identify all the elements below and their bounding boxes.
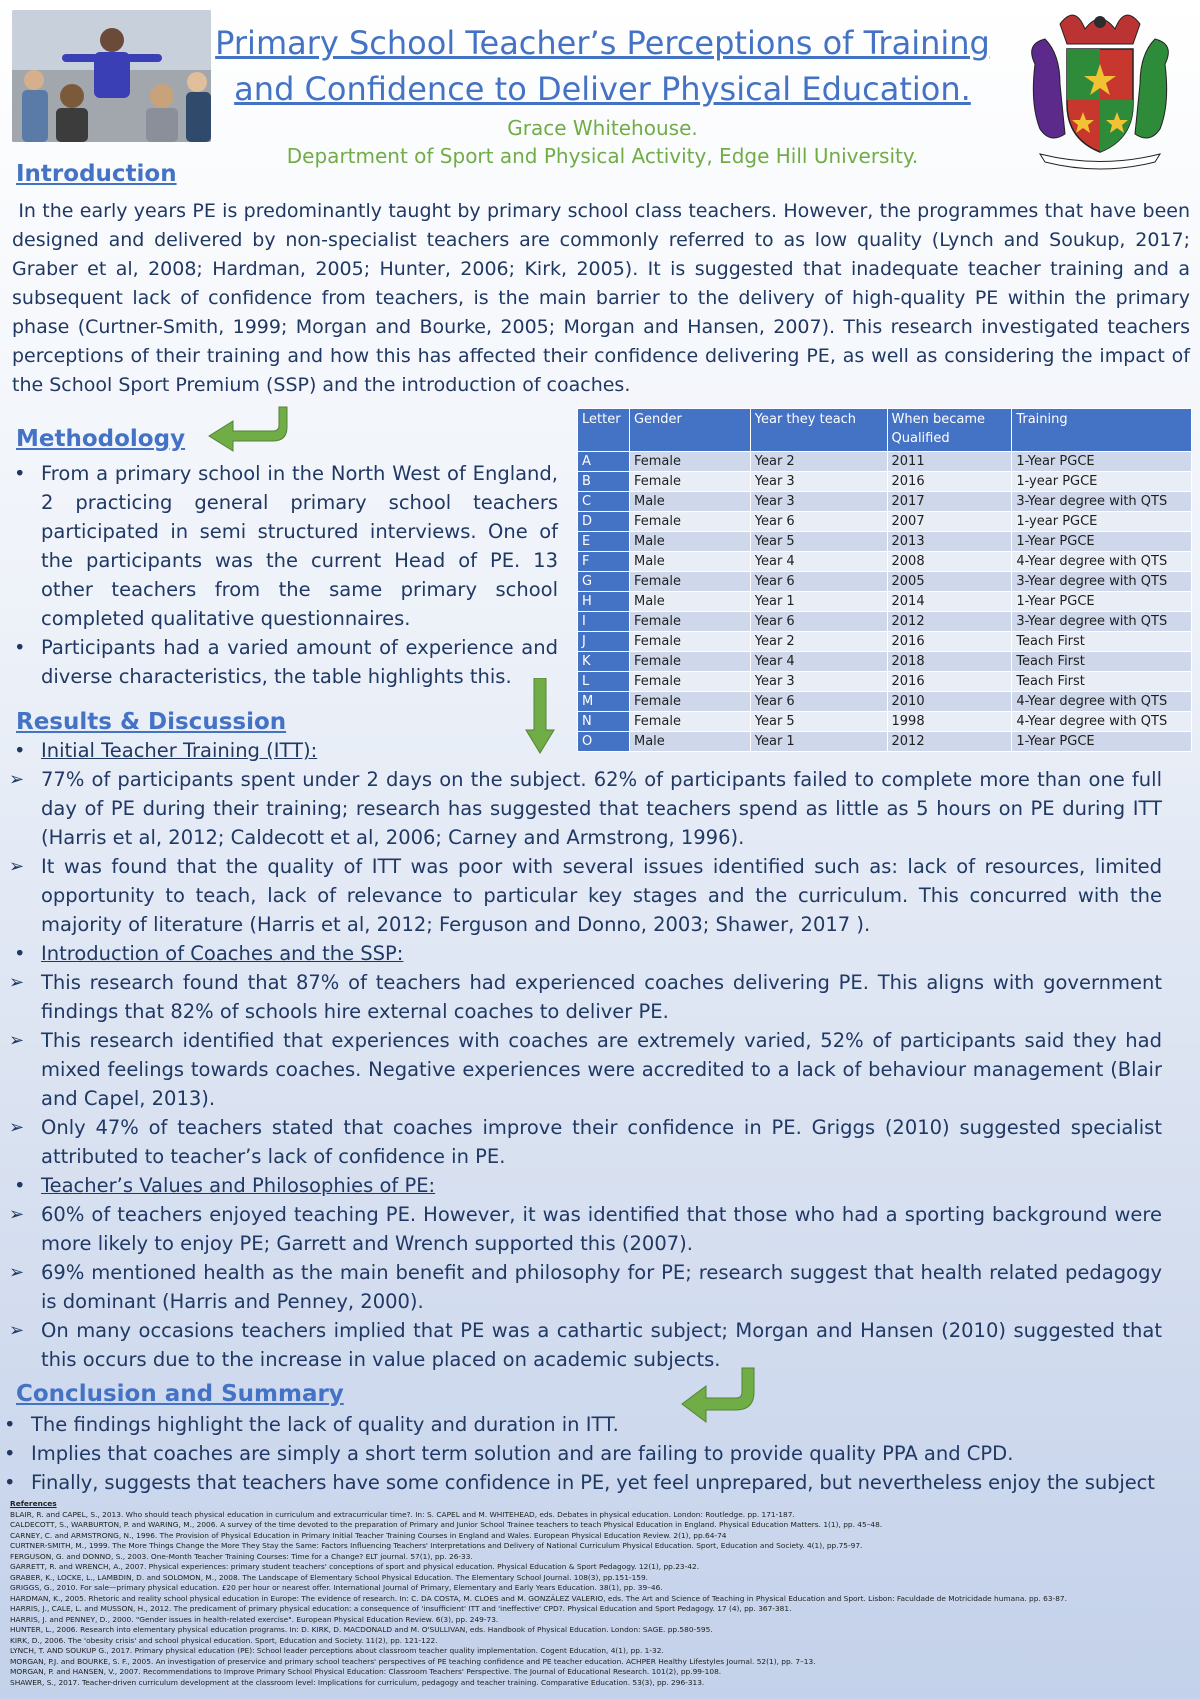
results-heading: Results & Discussion [16,709,287,735]
results-subheading: • Introduction of Coaches and the SSP: [10,939,1162,968]
cell-when-qualified: 2016 [887,672,1012,692]
cell-gender: Female [629,512,750,532]
cell-training: 1-Year PGCE [1012,452,1192,472]
references-block [10,1499,1190,1688]
cell-gender: Female [629,452,750,472]
cell-year-taught: Year 5 [750,532,887,552]
cell-when-qualified: 2007 [887,512,1012,532]
reference-entry: MORGAN, P. and HANSEN, V., 2007. Recommendations to Improve Primary School Physical Education: Classroom Teachers' Perspective. The Journal of Educational Research. 101(2), pp.99-108. [10,1667,722,1676]
reference-entry: CALDECOTT, S., WARBURTON, P. and WARING, M., 2006. A survey of the time devoted to the preparation of Primary and Junior School Trainee teachers to teach Physical Education in England. Physical Education Matters. 1(1), pp. 45–48. [10,1520,883,1529]
cell-letter: K [578,652,630,672]
results-point: ➢ This research identified that experiences with coaches are extremely varied, 52% of participants said they had mixed feelings towards coaches. Negative experiences were accredited to a lack of behaviour management (Blair and Capel, 2013). [10,1026,1162,1113]
reference-entry: HARRIS, J. and PENNEY, D., 2000. "Gender issues in health-related exercise". European Physical Education Review. 6(3), pp. 249-73. [10,1614,499,1624]
cell-letter: J [578,632,630,652]
results-point: ➢ Only 47% of teachers stated that coaches improve their confidence in PE. Griggs (2010) suggested specialist attributed to teacher’s lack of confidence in PE. [10,1113,1162,1171]
author-block [215,114,990,170]
introduction-text: In the early years PE is predominantly taught by primary school class teachers. However, the programmes that have been designed and delivered by non-specialist teachers are commonly referred to as low quality (Lynch and Soukup, 2017; Graber et al, 2008; Hardman, 2005; Hunter, 2006; Kirk, 2005). It is suggested that inadequate teacher training and a subsequent lack of confidence from teachers, is the main barrier to the delivery of high-quality PE within the primary phase (Curtner-Smith, 1999; Morgan and Bourke, 2005; Morgan and Hansen, 2007). This research investigated teachers perceptions of their training and how this has affected their confidence delivering PE, as well as considering the impact of the School Sport Premium (SSP) and the introduction of coaches. [12,200,1197,396]
reference-entry: HARRIS, J., CALE, L. and MUSSON, H., 2012. The predicament of primary physical education: a consequence of 'insufficient' ITT and 'ineffective' CPD?. Physical Education and Sport Pedagogy. 17 (4), pp. 367-381. [10,1604,792,1613]
results-point: ➢ This research found that 87% of teachers had experienced coaches delivering PE. This aligns with government findings that 82% of schools hire external coaches to deliver PE. [10,968,1162,1026]
cell-gender: Female [629,712,750,732]
reference-entry: FERGUSON, G. and DONNO, S., 2003. One-Month Teacher Training Courses: Time for a Change? ELT journal. 57(1), pp. 26-33. [10,1551,473,1561]
conclusion-list [0,1410,1195,1497]
cell-training: 3-Year degree with QTS [1012,612,1192,632]
author-name: Grace Whitehouse. [507,116,698,140]
cell-training: Teach First [1012,632,1192,652]
references-heading: References [10,1499,57,1508]
table-header-row [578,409,1192,452]
reference-entry: BLAIR, R. and CAPEL, S., 2013. Who should teach physical education in curriculum and extracurricular time?. In: S. CAPEL and M. WHITEHEAD, eds. Debates in physical education. London: Routledge. pp. 171-187. [10,1509,795,1519]
cell-training: 3-Year degree with QTS [1012,492,1192,512]
table-row [578,592,1192,612]
cell-when-qualified: 2012 [887,732,1012,752]
results-subheading: • Teacher’s Values and Philosophies of PE: [10,1171,1162,1200]
cell-letter: D [578,512,630,532]
header-year-taught: Year they teach [750,409,887,452]
cell-gender: Female [629,472,750,492]
author-department: Department of Sport and Physical Activity, Edge Hill University. [286,144,919,168]
cell-gender: Male [629,552,750,572]
cell-when-qualified: 2013 [887,532,1012,552]
poster-title [215,20,990,112]
cell-gender: Female [629,692,750,712]
conclusion-bullet-1: • The findings highlight the lack of quality and duration in ITT. [0,1410,1195,1439]
cell-year-taught: Year 2 [750,632,887,652]
table-row [578,632,1192,652]
header-when-qualified: When became Qualified [887,409,1012,452]
cell-year-taught: Year 6 [750,512,887,532]
cell-when-qualified: 2005 [887,572,1012,592]
table-row [578,572,1192,592]
reference-entry: LYNCH, T. AND SOUKUP G., 2017. Primary physical education (PE): School leader perceptions about classroom teacher quality implementation. Cogent Education, 4(1), pp. 1-32. [10,1646,664,1655]
reference-entry: HARDMAN, K., 2005. Rhetoric and reality school physical education in Europe: The evidence of research. In: C. DA COSTA, M. CLOES and M. GONZÁLEZ VALERIO, eds. The Art and Science of Teaching in Physical Education and Sport. Lisbon: Faculdade de Motricidade humana. pp. 63-87. [10,1593,1067,1603]
methodology-heading: Methodology [16,426,186,452]
table-row [578,652,1192,672]
results-point: ➢ 69% mentioned health as the main benefit and philosophy for PE; research suggest that health related pedagogy is dominant (Harris and Penney, 2000). [10,1258,1162,1316]
cell-training: 1-Year PGCE [1012,592,1192,612]
cell-year-taught: Year 2 [750,452,887,472]
title-line-2: and Confidence to Deliver Physical Education. [234,70,971,108]
cell-training: 1-year PGCE [1012,472,1192,492]
conclusion-heading: Conclusion and Summary [16,1381,344,1407]
cell-when-qualified: 2014 [887,592,1012,612]
cell-year-taught: Year 1 [750,592,887,612]
results-subheading: • Initial Teacher Training (ITT): [10,736,1162,765]
table-row [578,552,1192,572]
curved-arrow-left-icon [205,405,293,453]
cell-training: Teach First [1012,672,1192,692]
cell-letter: C [578,492,630,512]
cell-when-qualified: 2018 [887,652,1012,672]
cell-gender: Female [629,612,750,632]
cell-letter: G [578,572,630,592]
cell-year-taught: Year 6 [750,692,887,712]
results-point: ➢ It was found that the quality of ITT was poor with several issues identified such as: lack of resources, limited opportunity to teach, lack of relevance to particular key stages and the curriculum. This concurred with the majority of literature (Harris et al, 2012; Ferguson and Donno, 2003; Shawer, 2017 ). [10,852,1162,939]
cell-gender: Female [629,632,750,652]
cell-letter: N [578,712,630,732]
cell-when-qualified: 2008 [887,552,1012,572]
cell-gender: Male [629,732,750,752]
methodology-bullet-1: • From a primary school in the North West of England, 2 practicing general primary school teachers participated in semi structured interviews. One of the participants was the current Head of PE. 13 other teachers from the same primary school completed qualitative questionnaires. [10,459,558,633]
table-row [578,472,1192,492]
cell-letter: A [578,452,630,472]
reference-entry: GARRETT, R. and WRENCH, A., 2007. Physical experiences: primary student teachers' conceptions of sport and physical education. Physical Education & Sport Pedagogy. 12(1), pp.23-42. [10,1562,700,1571]
table-row [578,512,1192,532]
cell-when-qualified: 1998 [887,712,1012,732]
results-point: ➢ 77% of participants spent under 2 days on the subject. 62% of participants failed to complete more than one full day of PE during their training; research has suggested that teachers spend as little as 5 hours on PE during ITT (Harris et al, 2012; Caldecott et al, 2006; Carney and Armstrong, 1996). [10,765,1162,852]
cell-when-qualified: 2012 [887,612,1012,632]
table-row [578,492,1192,512]
cell-gender: Female [629,572,750,592]
header-letter: Letter [578,409,630,452]
reference-entry: KIRK, D., 2006. The 'obesity crisis' and school physical education. Sport, Education and Society. 11(2), pp. 121-122. [10,1635,438,1645]
cell-year-taught: Year 3 [750,492,887,512]
methodology-list [10,459,558,691]
table-row [578,712,1192,732]
cell-year-taught: Year 4 [750,552,887,572]
cell-training: Teach First [1012,652,1192,672]
reference-entry: SHAWER, S., 2017. Teacher-driven curriculum development at the classroom level: Implications for curriculum, pedagogy and teacher training. Comparative Education. 53(3), pp. 296-313. [10,1677,705,1687]
header-gender: Gender [629,409,750,452]
table-row [578,692,1192,712]
university-crest-logo [1005,4,1195,174]
cell-when-qualified: 2016 [887,632,1012,652]
table-row [578,672,1192,692]
cell-year-taught: Year 6 [750,612,887,632]
cell-training: 4-Year degree with QTS [1012,552,1192,572]
cell-letter: B [578,472,630,492]
cell-letter: E [578,532,630,552]
cell-letter: F [578,552,630,572]
table-row [578,612,1192,632]
cell-gender: Male [629,592,750,612]
reference-entry: GRABER, K., LOCKE, L., LAMBDIN, D. and SOLOMON, M., 2008. The Landscape of Elementary School Physical Education. The Elementary School Journal. 108(3), pp.151-159. [10,1572,649,1582]
reference-entry: CURTNER-SMITH, M., 1999. The More Things Change the More They Stay the Same: Factors Influencing Teachers' Interpretations and Delivery of National Curriculum Physical Education. Sport, Education and Society. 4(1), pp.75-97. [10,1541,863,1550]
cell-year-taught: Year 3 [750,472,887,492]
cell-training: 3-Year degree with QTS [1012,572,1192,592]
cell-when-qualified: 2016 [887,472,1012,492]
table-row [578,532,1192,552]
cell-year-taught: Year 3 [750,672,887,692]
header-training: Training [1012,409,1192,452]
cell-letter: I [578,612,630,632]
introduction-heading: Introduction [16,161,177,187]
cell-year-taught: Year 4 [750,652,887,672]
title-line-1: Primary School Teacher’s Perceptions of Training [215,24,990,62]
cell-training: 4-Year degree with QTS [1012,692,1192,712]
cell-when-qualified: 2011 [887,452,1012,472]
cell-letter: M [578,692,630,712]
results-list [10,736,1162,1374]
conclusion-bullet-3: • Finally, suggests that teachers have some confidence in PE, yet feel unprepared, but nevertheless enjoy the subject [0,1468,1195,1497]
cell-letter: H [578,592,630,612]
cell-training: 4-Year degree with QTS [1012,712,1192,732]
cell-gender: Female [629,672,750,692]
cell-training: 1-Year PGCE [1012,532,1192,552]
cell-year-taught: Year 5 [750,712,887,732]
reference-entry: CARNEY, C. and ARMSTRONG, N., 1996. The Provision of Physical Education in Primary Initial Teacher Training Courses in England and Wales. European Physical Education Review. 2(1), pp.64-74 [10,1530,727,1540]
cell-year-taught: Year 6 [750,572,887,592]
cell-training: 1-year PGCE [1012,512,1192,532]
cell-letter: O [578,732,630,752]
results-point: ➢ On many occasions teachers implied that PE was a cathartic subject; Morgan and Hansen (2010) suggested that this occurs due to the increase in value placed on academic subjects. [10,1316,1162,1374]
header-photo [12,10,211,142]
cell-training: 1-Year PGCE [1012,732,1192,752]
cell-year-taught: Year 1 [750,732,887,752]
cell-gender: Male [629,492,750,512]
conclusion-bullet-2: • Implies that coaches are simply a short term solution and are failing to provide quality PPA and CPD. [0,1439,1195,1468]
methodology-bullet-2: • Participants had a varied amount of experience and diverse characteristics, the table highlights this. [10,633,558,691]
participants-table [577,408,1192,752]
table-row [578,452,1192,472]
reference-entry: MORGAN, P.J. and BOURKE, S. F., 2005. An investigation of preservice and primary school teachers' perspectives of PE teaching confidence and PE teacher education. ACHPER Healthy Lifestyles Journal. 52(1), pp. 7–13. [10,1656,816,1666]
cell-when-qualified: 2010 [887,692,1012,712]
cell-gender: Male [629,532,750,552]
cell-when-qualified: 2017 [887,492,1012,512]
reference-entry: GRIGGS, G., 2010. For sale—primary physical education. £20 per hour or nearest offer. International Journal of Primary, Elementary and Early Years Education. 38(1), pp. 39–46. [10,1583,663,1592]
cell-gender: Female [629,652,750,672]
reference-entry: HUNTER, L., 2006. Research into elementary physical education programs. In: D. KIRK, D. MACDONALD and M. O'SULLIVAN, eds. Handbook of Physical Education. London: SAGE. pp.580-595. [10,1625,713,1634]
cell-letter: L [578,672,630,692]
results-point: ➢ 60% of teachers enjoyed teaching PE. However, it was identified that those who had a sporting background were more likely to enjoy PE; Garrett and Wrench supported this (2007). [10,1200,1162,1258]
